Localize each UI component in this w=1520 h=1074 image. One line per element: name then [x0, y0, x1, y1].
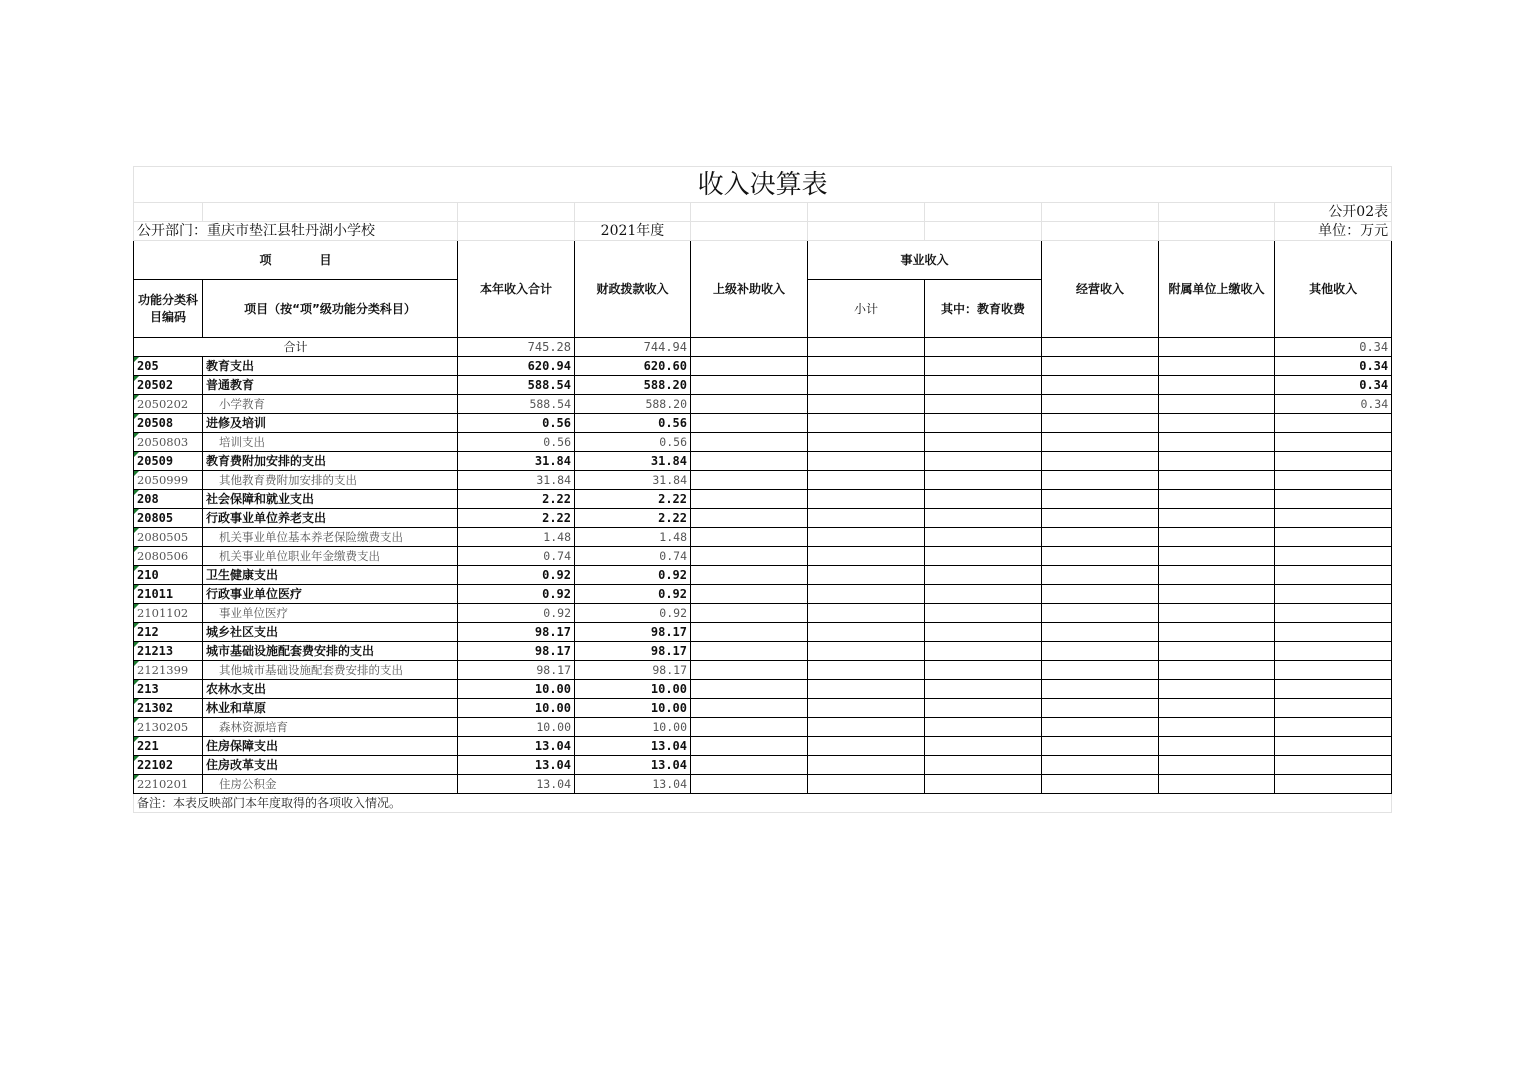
- table-row: [134, 775, 1392, 794]
- row-code: 2050803: [134, 433, 203, 452]
- table-row: [134, 357, 1392, 376]
- row-fiscal: 2.22: [575, 490, 691, 509]
- header-name: 项目（按“项”级功能分类科目）: [203, 280, 458, 338]
- row-fiscal: 31.84: [575, 452, 691, 471]
- row-total: 2.22: [458, 509, 575, 528]
- table-row: [134, 680, 1392, 699]
- row-fiscal: 13.04: [575, 756, 691, 775]
- row-name: 普通教育: [203, 376, 458, 395]
- row-name: 行政事业单位养老支出: [203, 509, 458, 528]
- table-row: [134, 566, 1392, 585]
- row-other: [1275, 414, 1392, 433]
- row-fiscal: 1.48: [575, 528, 691, 547]
- income-statement-sheet: [133, 166, 1391, 813]
- row-other: [1275, 680, 1392, 699]
- row-name: 其他教育费附加安排的支出: [203, 471, 458, 490]
- total-row: [134, 338, 1392, 357]
- row-other: [1275, 471, 1392, 490]
- row-other: [1275, 528, 1392, 547]
- row-name: 住房保障支出: [203, 737, 458, 756]
- row-fiscal: 588.20: [575, 376, 691, 395]
- table-row: [134, 699, 1392, 718]
- row-other: [1275, 756, 1392, 775]
- table-row: [134, 718, 1392, 737]
- row-code: 20502: [134, 376, 203, 395]
- row-code: 208: [134, 490, 203, 509]
- row-name: 其他城市基础设施配套费安排的支出: [203, 661, 458, 680]
- row-code: 21302: [134, 699, 203, 718]
- row-name: 小学教育: [203, 395, 458, 414]
- income-table: [133, 166, 1392, 813]
- row-other: [1275, 433, 1392, 452]
- row-total: 10.00: [458, 680, 575, 699]
- row-other: [1275, 490, 1392, 509]
- row-total: 0.74: [458, 547, 575, 566]
- row-total: 1.48: [458, 528, 575, 547]
- table-row: [134, 490, 1392, 509]
- row-fiscal: 10.00: [575, 699, 691, 718]
- row-total: 13.04: [458, 737, 575, 756]
- row-name: 机关事业单位基本养老保险缴费支出: [203, 528, 458, 547]
- row-total: 0.56: [458, 414, 575, 433]
- row-total: 0.56: [458, 433, 575, 452]
- row-other: [1275, 775, 1392, 794]
- row-other: [1275, 623, 1392, 642]
- row-total: 588.54: [458, 376, 575, 395]
- row-code: 20509: [134, 452, 203, 471]
- row-code: 22102: [134, 756, 203, 775]
- row-fiscal: 0.56: [575, 433, 691, 452]
- row-fiscal: 13.04: [575, 737, 691, 756]
- header-edu-fee: 其中：教育收费: [925, 280, 1042, 338]
- row-code: 2130205: [134, 718, 203, 737]
- row-name: 森林资源培育: [203, 718, 458, 737]
- row-total: 620.94: [458, 357, 575, 376]
- row-code: 2050202: [134, 395, 203, 414]
- row-code: 21213: [134, 642, 203, 661]
- table-row: [134, 452, 1392, 471]
- header-career: 事业收入: [808, 241, 1042, 280]
- row-name: 进修及培训: [203, 414, 458, 433]
- table-row: [134, 737, 1392, 756]
- department-label: 公开部门：重庆市垫江县牡丹湖小学校: [134, 222, 458, 241]
- row-total: 10.00: [458, 699, 575, 718]
- row-other: [1275, 452, 1392, 471]
- row-code: 20805: [134, 509, 203, 528]
- header-other: 其他收入: [1275, 241, 1392, 338]
- row-other: 0.34: [1275, 395, 1392, 414]
- row-fiscal: 588.20: [575, 395, 691, 414]
- table-row: [134, 528, 1392, 547]
- row-fiscal: 98.17: [575, 642, 691, 661]
- row-name: 教育支出: [203, 357, 458, 376]
- header-subtotal: 小计: [808, 280, 925, 338]
- row-total: 2.22: [458, 490, 575, 509]
- row-other: [1275, 718, 1392, 737]
- row-total: 0.92: [458, 604, 575, 623]
- row-fiscal: 0.74: [575, 547, 691, 566]
- row-other: 0.34: [1275, 357, 1392, 376]
- row-fiscal: 10.00: [575, 718, 691, 737]
- table-row: [134, 642, 1392, 661]
- header-superior: 上级补助收入: [691, 241, 808, 338]
- table-row: [134, 585, 1392, 604]
- table-row: [134, 623, 1392, 642]
- total-fiscal: 744.94: [575, 338, 691, 357]
- row-code: 210: [134, 566, 203, 585]
- row-total: 0.92: [458, 585, 575, 604]
- row-code: 2121399: [134, 661, 203, 680]
- header-business: 经营收入: [1042, 241, 1159, 338]
- row-other: [1275, 661, 1392, 680]
- row-fiscal: 0.92: [575, 604, 691, 623]
- row-fiscal: 98.17: [575, 661, 691, 680]
- form-number: 公开02表: [1275, 203, 1392, 222]
- row-total: 98.17: [458, 623, 575, 642]
- row-total: 10.00: [458, 718, 575, 737]
- table-row: [134, 661, 1392, 680]
- header-affiliate: 附属单位上缴收入: [1159, 241, 1275, 338]
- total-other: 0.34: [1275, 338, 1392, 357]
- row-fiscal: 0.92: [575, 566, 691, 585]
- row-other: [1275, 547, 1392, 566]
- table-row: [134, 376, 1392, 395]
- table-row: [134, 547, 1392, 566]
- row-other: [1275, 699, 1392, 718]
- row-name: 住房公积金: [203, 775, 458, 794]
- row-total: 13.04: [458, 756, 575, 775]
- row-other: [1275, 642, 1392, 661]
- row-name: 农林水支出: [203, 680, 458, 699]
- row-code: 21011: [134, 585, 203, 604]
- row-fiscal: 0.92: [575, 585, 691, 604]
- row-name: 社会保障和就业支出: [203, 490, 458, 509]
- table-row: [134, 509, 1392, 528]
- header-total: 本年收入合计: [458, 241, 575, 338]
- row-name: 事业单位医疗: [203, 604, 458, 623]
- footnote: 备注：本表反映部门本年度取得的各项收入情况。: [134, 794, 1392, 813]
- row-other: [1275, 566, 1392, 585]
- row-fiscal: 0.56: [575, 414, 691, 433]
- row-code: 2080505: [134, 528, 203, 547]
- row-total: 31.84: [458, 452, 575, 471]
- header-project: 项 目: [134, 241, 458, 280]
- table-row: [134, 414, 1392, 433]
- row-total: 13.04: [458, 775, 575, 794]
- row-name: 林业和草原: [203, 699, 458, 718]
- row-name: 住房改革支出: [203, 756, 458, 775]
- row-name: 卫生健康支出: [203, 566, 458, 585]
- row-name: 城乡社区支出: [203, 623, 458, 642]
- row-fiscal: 2.22: [575, 509, 691, 528]
- row-total: 588.54: [458, 395, 575, 414]
- row-code: 212: [134, 623, 203, 642]
- row-fiscal: 13.04: [575, 775, 691, 794]
- row-fiscal: 98.17: [575, 623, 691, 642]
- row-code: 2080506: [134, 547, 203, 566]
- row-name: 教育费附加安排的支出: [203, 452, 458, 471]
- row-total: 31.84: [458, 471, 575, 490]
- row-code: 2050999: [134, 471, 203, 490]
- row-code: 2210201: [134, 775, 203, 794]
- table-row: [134, 433, 1392, 452]
- total-sum: 745.28: [458, 338, 575, 357]
- table-row: [134, 756, 1392, 775]
- row-total: 98.17: [458, 661, 575, 680]
- row-code: 205: [134, 357, 203, 376]
- unit-label: 单位：万元: [1275, 222, 1392, 241]
- row-fiscal: 31.84: [575, 471, 691, 490]
- row-name: 行政事业单位医疗: [203, 585, 458, 604]
- row-code: 221: [134, 737, 203, 756]
- row-code: 2101102: [134, 604, 203, 623]
- row-other: [1275, 509, 1392, 528]
- row-other: [1275, 737, 1392, 756]
- total-label: 合计: [134, 338, 458, 357]
- row-name: 机关事业单位职业年金缴费支出: [203, 547, 458, 566]
- fiscal-year: 2021年度: [575, 222, 691, 241]
- header-fiscal: 财政拨款收入: [575, 241, 691, 338]
- row-fiscal: 620.60: [575, 357, 691, 376]
- page-title: 收入决算表: [134, 167, 1392, 203]
- table-row: [134, 471, 1392, 490]
- row-other: 0.34: [1275, 376, 1392, 395]
- row-name: 培训支出: [203, 433, 458, 452]
- row-total: 0.92: [458, 566, 575, 585]
- row-name: 城市基础设施配套费安排的支出: [203, 642, 458, 661]
- row-other: [1275, 585, 1392, 604]
- header-code: 功能分类科目编码: [134, 280, 203, 338]
- row-fiscal: 10.00: [575, 680, 691, 699]
- table-row: [134, 395, 1392, 414]
- row-code: 213: [134, 680, 203, 699]
- table-row: [134, 604, 1392, 623]
- row-total: 98.17: [458, 642, 575, 661]
- row-other: [1275, 604, 1392, 623]
- row-code: 20508: [134, 414, 203, 433]
